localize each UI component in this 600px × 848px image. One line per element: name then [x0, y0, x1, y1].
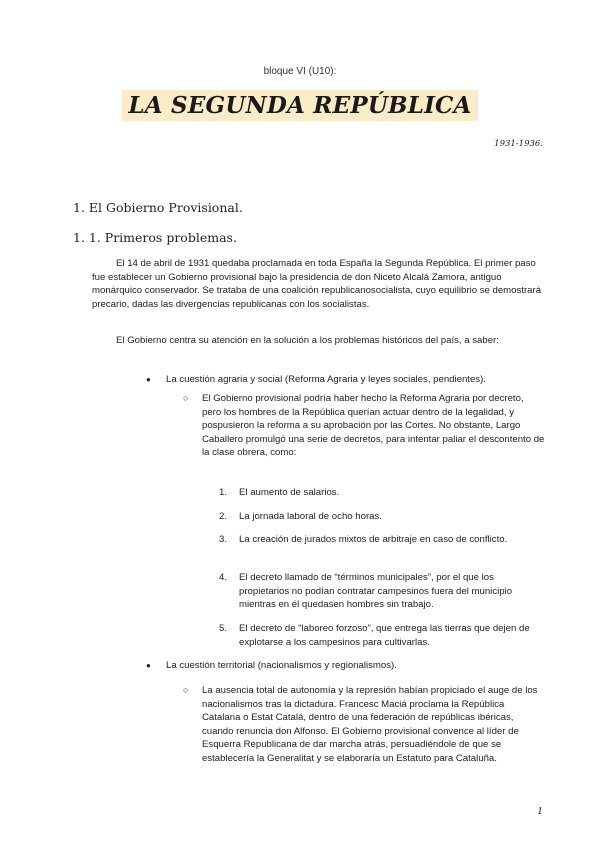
numbered-item-text: La creación de jurados mixtos de arbitraje en caso de conflicto.	[239, 534, 508, 545]
page-title: LA SEGUNDA REPÚBLICA	[122, 90, 477, 121]
numbered-item-text: El decreto llamado de “términos municipales”, por el que los propietarios no podían contratar campesinos fuera del municipio mientras en él quedasen hombres sin trabajo.	[239, 572, 513, 610]
paragraph-intro: El 14 de abril de 1931 quedaba proclamada en toda España la Segunda República. El primer paso fue establecer un Gobierno provisional bajo la presidencia de don Niceto Alcalá Zamora, antiguo monárquico conservador. Se trataba de una coalición republicanosocialista, cuyo equilibrio se demostrará precario, dadas las divergencias republicanas con los socialistas.	[92, 258, 542, 310]
block-label: bloque VI (U10):	[263, 66, 337, 77]
item-number: 1.	[219, 487, 228, 498]
list-item-text: La cuestión agraria y social (Reforma Agraria y leyes sociales, pendientes).	[166, 374, 486, 385]
item-number: 4.	[219, 572, 228, 583]
item-number: 3.	[219, 534, 228, 545]
paragraph-problems: El Gobierno centra su atención en la solución a los problemas históricos del país, a saber:	[116, 335, 499, 346]
sub-bullet-marker: ○	[183, 393, 189, 403]
sub-bullet-marker: ○	[183, 685, 189, 695]
section-heading: 1. El Gobierno Provisional.	[73, 200, 243, 215]
bullet-marker: ●	[146, 661, 151, 670]
numbered-item-text: La jornada laboral de ocho horas.	[239, 511, 382, 522]
title-wrapper	[0, 90, 600, 121]
date-range: 1931-1936.	[494, 139, 543, 149]
numbered-item-text: El decreto de “laboreo forzoso”, que entrega las tierras que dejen de explotarse a los campesinos para cultivarlas.	[239, 623, 530, 648]
item-number: 2.	[219, 511, 228, 522]
list-item-text: La cuestión territorial (nacionalismos y regionalismos).	[166, 660, 397, 671]
page-number: 1	[537, 807, 543, 817]
subsection-heading: 1. 1. Primeros problemas.	[73, 230, 237, 245]
numbered-item-text: El aumento de salarios.	[239, 487, 340, 498]
sub-list-item-text: La ausencia total de autonomía y la represión habían propiciado el auge de los nacionalismos tras la dictadura. Francesc Maciá proclama la República Catalana o Estat Catalá, dentro de una federación de repúblicas ibéricas, cuando renuncia don Alfonso. El Gobierno provisional convence al líder de Esquerra Republicana de dar marcha atrás, persuadiéndole de que se establecería la Generalitat y se elaboraría un Estatuto para Cataluña.	[202, 685, 538, 764]
sub-list-item-text: El Gobierno provisional podría haber hecho la Reforma Agraria por decreto, pero los hombres de la República querían actuar dentro de la legalidad, y pospusieron la reforma a su aprobación por las Cortes. No obstante, Largo Caballero promulgó una serie de decretos, para intentar paliar el descontento de la clase obrera, como:	[202, 393, 545, 458]
item-number: 5.	[219, 623, 228, 634]
bullet-marker: ●	[146, 375, 151, 384]
